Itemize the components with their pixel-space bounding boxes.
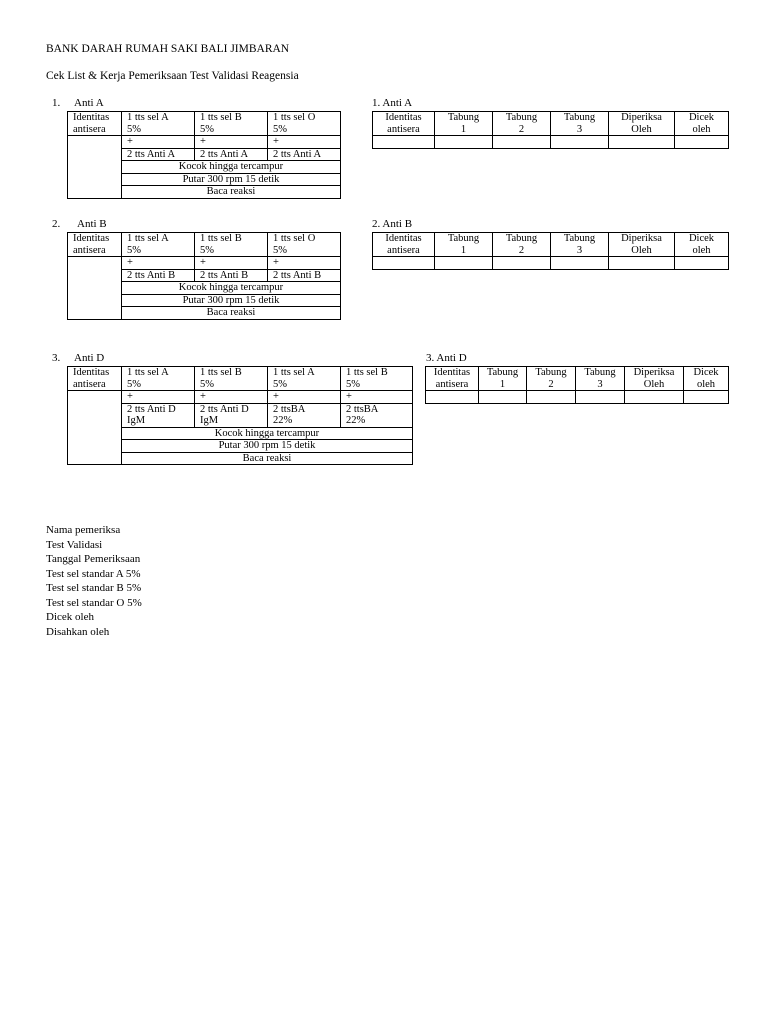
result-header-examined-by: Diperiksa Oleh bbox=[625, 367, 684, 391]
result-entry-cell[interactable] bbox=[551, 136, 609, 149]
result-header-tube-2: Tabung 2 bbox=[493, 233, 551, 257]
reagent-cell: 2 tts Anti A bbox=[195, 148, 268, 161]
reagent-cell: 2 tts Anti A bbox=[122, 148, 195, 161]
section-2-procedure-table bbox=[67, 232, 341, 320]
field-checked-by: Dicek oleh bbox=[46, 611, 94, 623]
cell-sample: 1 tts sel O 5% bbox=[268, 112, 341, 136]
section-3-number: 3. bbox=[52, 352, 61, 364]
result-entry-cell[interactable] bbox=[675, 136, 729, 149]
result-header-tube-1: Tabung 1 bbox=[435, 112, 493, 136]
identity-header-cell: Identitas antisera bbox=[68, 367, 122, 391]
result-entry-cell[interactable] bbox=[609, 136, 675, 149]
section-1-procedure-table bbox=[67, 111, 341, 199]
result-header-tube-3: Tabung 3 bbox=[551, 233, 609, 257]
identity-header-cell: Identitas antisera bbox=[68, 112, 122, 136]
field-standard-cell-b: Test sel standar B 5% bbox=[46, 582, 142, 594]
result-entry-cell[interactable] bbox=[551, 257, 609, 270]
result-header-examined-by: Diperiksa Oleh bbox=[609, 233, 675, 257]
cell-sample: 1 tts sel B 5% bbox=[195, 367, 268, 391]
section-1-heading: Anti A bbox=[74, 97, 104, 109]
result-entry-cell[interactable] bbox=[675, 257, 729, 270]
result-entry-cell[interactable] bbox=[527, 391, 576, 404]
plus-cell: + bbox=[268, 136, 341, 149]
result-header-examined-by: Diperiksa Oleh bbox=[609, 112, 675, 136]
result-header-tube-3: Tabung 3 bbox=[551, 112, 609, 136]
section-1-result-table bbox=[372, 111, 729, 149]
reagent-cell: 2 ttsBA 22% bbox=[268, 403, 341, 427]
plus-cell: + bbox=[122, 136, 195, 149]
result-header-identity: Identitas antisera bbox=[373, 112, 435, 136]
result-header-tube-1: Tabung 1 bbox=[479, 367, 527, 391]
step-spin: Putar 300 rpm 15 detik bbox=[122, 440, 413, 453]
result-entry-cell[interactable] bbox=[609, 257, 675, 270]
field-approved-by: Disahkan oleh bbox=[46, 626, 110, 638]
field-examination-date: Tanggal Pemeriksaan bbox=[46, 553, 141, 565]
result-header-checked-by: Dicek oleh bbox=[684, 367, 729, 391]
reagent-cell: 2 tts Anti B bbox=[268, 269, 341, 282]
cell-sample: 1 tts sel A 5% bbox=[122, 233, 195, 257]
result-header-identity: Identitas antisera bbox=[373, 233, 435, 257]
reagent-cell: 2 tts Anti D IgM bbox=[195, 403, 268, 427]
result-header-identity: Identitas antisera bbox=[426, 367, 479, 391]
result-header-checked-by: Dicek oleh bbox=[675, 233, 729, 257]
step-mix: Kocok hingga tercampur bbox=[122, 427, 413, 440]
step-mix: Kocok hingga tercampur bbox=[122, 161, 341, 174]
plus-cell: + bbox=[268, 257, 341, 270]
result-entry-cell[interactable] bbox=[435, 257, 493, 270]
step-mix: Kocok hingga tercampur bbox=[122, 282, 341, 295]
section-2-number: 2. bbox=[52, 218, 61, 230]
result-entry-cell[interactable] bbox=[373, 136, 435, 149]
field-validation-test: Test Validasi bbox=[46, 539, 103, 551]
plus-cell: + bbox=[268, 391, 341, 404]
identity-blank-cell bbox=[68, 257, 122, 320]
cell-sample: 1 tts sel A 5% bbox=[268, 367, 341, 391]
result-entry-cell[interactable] bbox=[479, 391, 527, 404]
field-standard-cell-a: Test sel standar A 5% bbox=[46, 568, 141, 580]
cell-sample: 1 tts sel A 5% bbox=[122, 112, 195, 136]
step-read: Baca reaksi bbox=[122, 186, 341, 199]
reagent-cell: 2 tts Anti B bbox=[195, 269, 268, 282]
section-2-result-table bbox=[372, 232, 729, 270]
cell-sample: 1 tts sel B 5% bbox=[341, 367, 413, 391]
plus-cell: + bbox=[195, 257, 268, 270]
result-header-tube-1: Tabung 1 bbox=[435, 233, 493, 257]
field-examiner-name: Nama pemeriksa bbox=[46, 524, 121, 536]
result-entry-cell[interactable] bbox=[493, 257, 551, 270]
result-entry-cell[interactable] bbox=[684, 391, 729, 404]
identity-blank-cell bbox=[68, 391, 122, 465]
identity-header-cell: Identitas antisera bbox=[68, 233, 122, 257]
section-3-result-table bbox=[425, 366, 729, 404]
step-read: Baca reaksi bbox=[122, 307, 341, 320]
cell-sample: 1 tts sel B 5% bbox=[195, 112, 268, 136]
reagent-cell: 2 ttsBA 22% bbox=[341, 403, 413, 427]
section-3-result-heading: 3. Anti D bbox=[426, 352, 467, 364]
result-entry-cell[interactable] bbox=[426, 391, 479, 404]
result-entry-cell[interactable] bbox=[373, 257, 435, 270]
result-entry-cell[interactable] bbox=[435, 136, 493, 149]
result-entry-cell[interactable] bbox=[576, 391, 625, 404]
plus-cell: + bbox=[195, 391, 268, 404]
cell-sample: 1 tts sel B 5% bbox=[195, 233, 268, 257]
section-1-result-heading: 1. Anti A bbox=[372, 97, 413, 109]
result-header-checked-by: Dicek oleh bbox=[675, 112, 729, 136]
result-header-tube-3: Tabung 3 bbox=[576, 367, 625, 391]
result-entry-cell[interactable] bbox=[493, 136, 551, 149]
identity-blank-cell bbox=[68, 136, 122, 199]
plus-cell: + bbox=[195, 136, 268, 149]
plus-cell: + bbox=[122, 257, 195, 270]
reagent-cell: 2 tts Anti D IgM bbox=[122, 403, 195, 427]
document-subtitle: Cek List & Kerja Pemeriksaan Test Validasi Reagensia bbox=[46, 70, 299, 82]
cell-sample: 1 tts sel A 5% bbox=[122, 367, 195, 391]
reagent-cell: 2 tts Anti A bbox=[268, 148, 341, 161]
result-header-tube-2: Tabung 2 bbox=[493, 112, 551, 136]
field-standard-cell-o: Test sel standar O 5% bbox=[46, 597, 142, 609]
section-3-heading: Anti D bbox=[74, 352, 105, 364]
section-2-result-heading: 2. Anti B bbox=[372, 218, 413, 230]
step-spin: Putar 300 rpm 15 detik bbox=[122, 173, 341, 186]
result-header-tube-2: Tabung 2 bbox=[527, 367, 576, 391]
plus-cell: + bbox=[122, 391, 195, 404]
result-entry-cell[interactable] bbox=[625, 391, 684, 404]
plus-cell: + bbox=[341, 391, 413, 404]
section-3-procedure-table bbox=[67, 366, 413, 465]
step-read: Baca reaksi bbox=[122, 452, 413, 465]
reagent-cell: 2 tts Anti B bbox=[122, 269, 195, 282]
section-2-heading: Anti B bbox=[77, 218, 107, 230]
step-spin: Putar 300 rpm 15 detik bbox=[122, 294, 341, 307]
document-title: BANK DARAH RUMAH SAKI BALI JIMBARAN bbox=[46, 43, 290, 55]
section-1-number: 1. bbox=[52, 97, 61, 109]
cell-sample: 1 tts sel O 5% bbox=[268, 233, 341, 257]
